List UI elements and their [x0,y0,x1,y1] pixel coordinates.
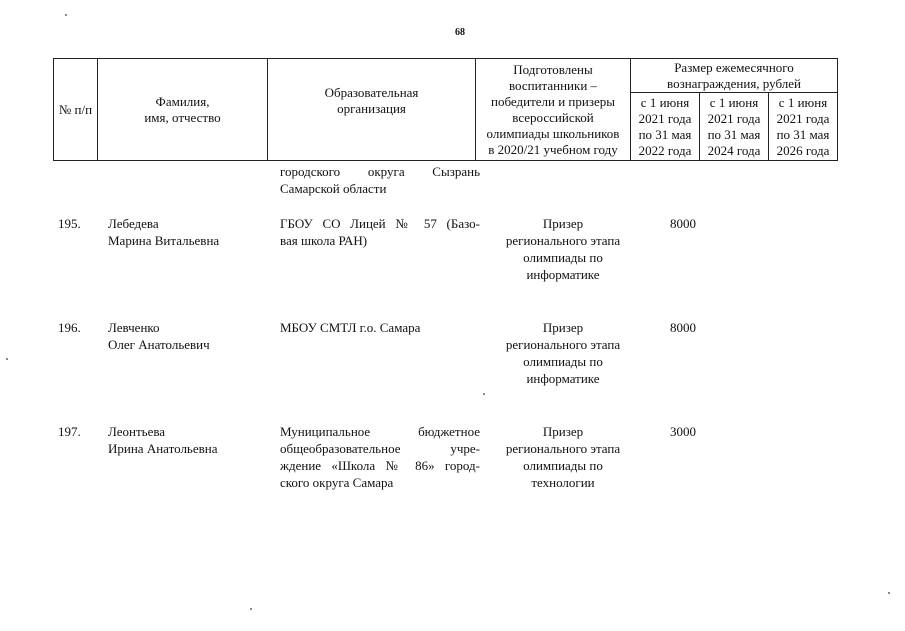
achievement: Призер регионального этапа олимпиады по информатике [505,320,621,386]
reward-amount: 3000 [670,424,696,439]
header-num: № п/п [54,59,98,161]
person-name: Лебедева Марина Витальевна [108,216,220,248]
achievement: Призер регионального этапа олимпиады по технологии [505,424,621,490]
row-number: 196. [58,320,81,335]
achievement: Призер регионального этапа олимпиады по информатике [505,216,621,282]
continuation-text: городского округа Сызрань Самарской области [280,164,480,196]
header-period-2026: с 1 июня 2021 года по 31 мая 2026 года [769,93,838,161]
person-name: Леонтьева Ирина Анатольевна [108,424,218,456]
header-period-2022: с 1 июня 2021 года по 31 мая 2022 года [631,93,700,161]
table-header [53,58,838,161]
person-name: Левченко Олег Анатольевич [108,320,210,352]
header-org: Образовательная организация [268,59,476,161]
scan-speck [250,608,252,610]
scan-speck [483,393,485,395]
page-number: 68 [455,27,465,38]
header-name: Фамилия, имя, отчество [98,59,268,161]
row-number: 195. [58,216,81,231]
scan-speck [6,358,8,360]
organization: ГБОУ СО Лицей № 57 (Базо- вая школа РАН) [280,216,480,248]
organization: Муниципальное бюджетное общеобразовательное учре- ждение «Школа № 86» город- ского округа Самара [280,424,480,490]
reward-amount: 8000 [670,320,696,335]
reward-amount: 8000 [670,216,696,231]
organization: МБОУ СМТЛ г.о. Самара [280,320,421,335]
scan-speck [65,14,67,16]
header-period-2024: с 1 июня 2021 года по 31 мая 2024 года [700,93,769,161]
scan-speck [888,592,890,594]
row-number: 197. [58,424,81,439]
header-winners: Подготовлены воспитанники – победители и призеры всероссийской олимпиады школьников в 2020/21 учебном году [476,59,631,161]
header-reward: Размер ежемесячного вознаграждения, рублей [631,59,838,93]
